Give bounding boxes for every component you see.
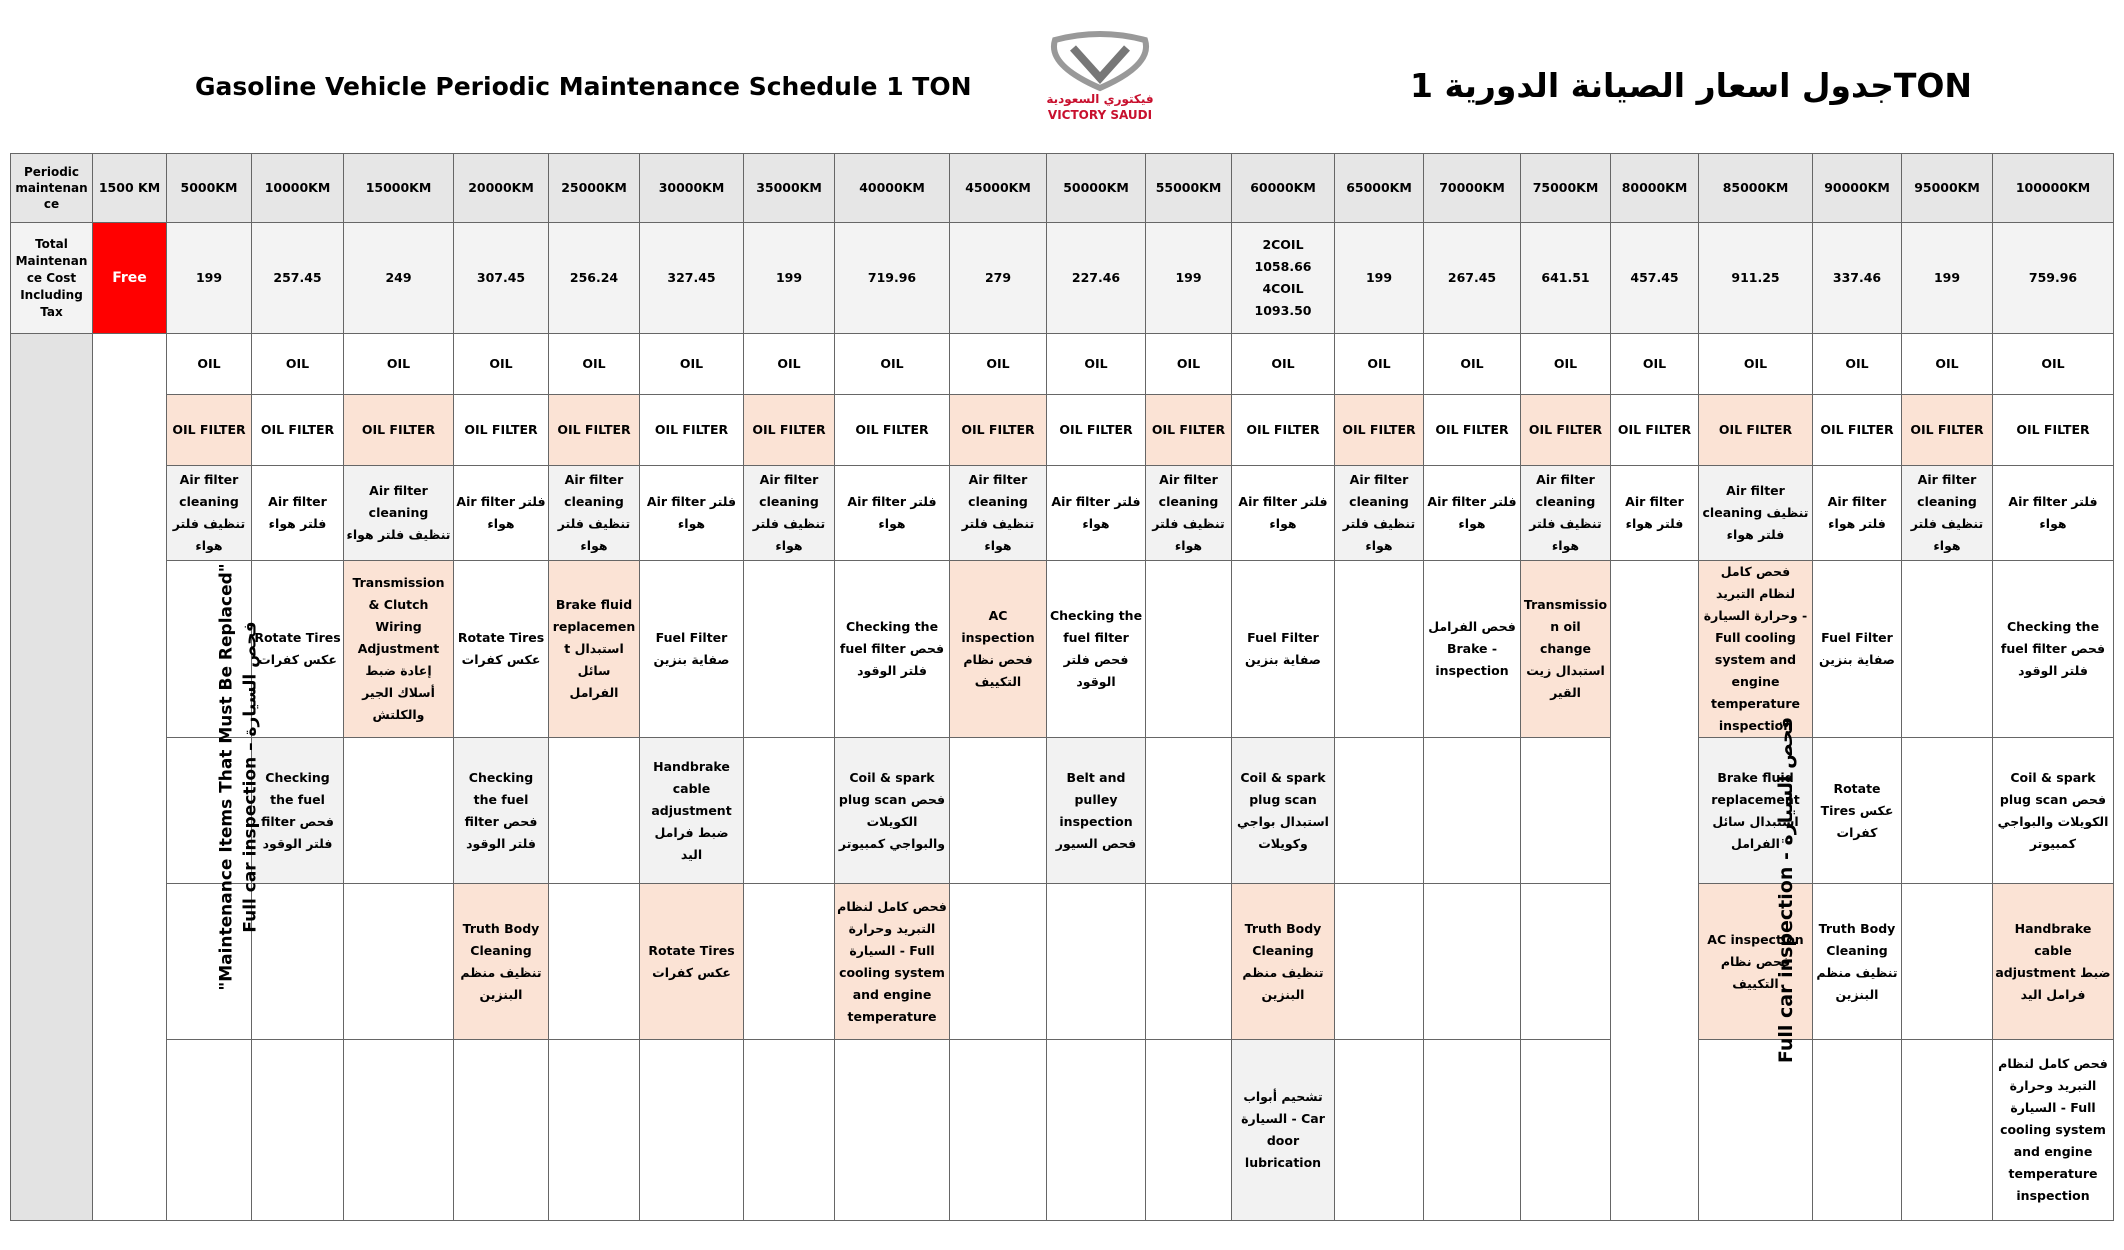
air-filter-cleaning-cell: Air filter cleaning تنظيف فلتر هواء	[344, 466, 454, 561]
empty-cell	[167, 1040, 252, 1221]
service-cell: Coil & spark plug scan فحص الكويلات والبواجي كمبيوتر	[835, 738, 950, 884]
oil-filter-cell: OIL FILTER	[1146, 395, 1232, 466]
oil-cell: OIL	[252, 334, 344, 395]
service-row-5	[11, 738, 2114, 884]
header-row	[11, 154, 2114, 223]
service-cell: Rotate Tires عكس كفرات	[640, 884, 744, 1040]
price-cell: 267.45	[1424, 223, 1521, 334]
logo-arabic-text: فيكتوري السعودية	[1046, 92, 1154, 106]
oil-filter-cell: OIL FILTER	[549, 395, 640, 466]
price-cell: 641.51	[1521, 223, 1611, 334]
service-cell: تشحيم أبواب السيارة - Car door lubrication	[1232, 1040, 1335, 1221]
price-cell: 256.24	[549, 223, 640, 334]
empty-cell	[1424, 884, 1521, 1040]
service-cell: Fuel Filter صفاية بنزين	[1232, 561, 1335, 738]
service-cell: فحص كامل لنظام التبريد وحرارة السيارة - Full cooling system and engine temperature inspection	[1699, 561, 1813, 738]
periodic-maintenance-label: Periodic maintenance	[11, 154, 93, 223]
empty-cell	[1335, 738, 1424, 884]
column-header: 10000KM	[252, 154, 344, 223]
empty-cell	[549, 738, 640, 884]
price-cell: 457.45	[1611, 223, 1699, 334]
price-cell: 199	[1902, 223, 1993, 334]
price-cell: 2COIL 1058.66 4COIL 1093.50	[1232, 223, 1335, 334]
air-filter-cleaning-cell: Air filter cleaning تنظيف فلتر هواء	[744, 466, 835, 561]
full-inspection-label: Full car inspection – فحص السيارة	[240, 620, 261, 933]
service-cell: فحص كامل لنظام التبريد وحرارة السيارة - Full cooling system and engine temperature	[835, 884, 950, 1040]
oil-filter-cell: OIL FILTER	[1699, 395, 1813, 466]
oil-row	[11, 334, 2114, 395]
oil-cell: OIL	[744, 334, 835, 395]
empty-cell	[252, 1040, 344, 1221]
oil-cell: OIL	[1424, 334, 1521, 395]
service-cell: Transmission & Clutch Wiring Adjustment إعادة ضبط أسلاك الجير والكلتش	[344, 561, 454, 738]
oil-filter-cell: OIL FILTER	[1232, 395, 1335, 466]
empty-cell	[549, 1040, 640, 1221]
empty-cell	[1813, 1040, 1902, 1221]
oil-filter-row	[11, 395, 2114, 466]
empty-cell	[744, 884, 835, 1040]
price-cell: 759.96	[1993, 223, 2114, 334]
empty-cell	[835, 1040, 950, 1221]
price-cell: 249	[344, 223, 454, 334]
logo-english-text: VICTORY SAUDI	[1047, 108, 1153, 122]
column-header: 25000KM	[549, 154, 640, 223]
price-cell: 327.45	[640, 223, 744, 334]
column-header: 45000KM	[950, 154, 1047, 223]
empty-cell	[1521, 884, 1611, 1040]
oil-cell: OIL	[1993, 334, 2114, 395]
service-cell: AC inspection فحص نظام التكييف	[950, 561, 1047, 738]
empty-cell	[1146, 884, 1232, 1040]
air-filter-cleaning-cell: Air filter cleaning تنظيف فلتر هواء	[1335, 466, 1424, 561]
maintenance-items-label: "Maintenance Items That Must Be Replaced"	[216, 562, 237, 991]
title-english: Gasoline Vehicle Periodic Maintenance Schedule 1 TON	[195, 72, 972, 101]
empty-cell	[1902, 561, 1993, 738]
oil-cell: OIL	[1902, 334, 1993, 395]
empty-cell	[640, 1040, 744, 1221]
free-badge: Free	[93, 223, 167, 334]
air-filter-cell: Air filter فلتر هواء	[1611, 466, 1699, 561]
price-cell: 199	[1146, 223, 1232, 334]
oil-filter-cell: OIL FILTER	[1335, 395, 1424, 466]
service-cell: Truth Body Cleaning تنظيف منظم البنزين	[1813, 884, 1902, 1040]
oil-filter-cell: OIL FILTER	[252, 395, 344, 466]
empty-cell	[950, 884, 1047, 1040]
total-cost-label: Total Maintenance Cost Including Tax	[11, 223, 93, 334]
price-cell: 307.45	[454, 223, 549, 334]
oil-filter-cell: OIL FILTER	[1902, 395, 1993, 466]
price-cell: 911.25	[1699, 223, 1813, 334]
air-filter-cleaning-cell: Air filter cleaning تنظيف فلتر هواء	[549, 466, 640, 561]
service-cell: Handbrake cable adjustment ضبط فرامل اليد	[1993, 884, 2114, 1040]
oil-cell: OIL	[1335, 334, 1424, 395]
service-cell: AC inspection فحص نظام التكييف	[1699, 884, 1813, 1040]
service-cell: Rotate Tires عكس كفرات	[454, 561, 549, 738]
air-filter-cleaning-cell: Air filter cleaning تنظيف فلتر هواء	[950, 466, 1047, 561]
empty-cell	[1047, 1040, 1146, 1221]
empty-cell	[344, 884, 454, 1040]
price-cell: 279	[950, 223, 1047, 334]
empty-cell	[344, 738, 454, 884]
air-filter-cleaning-cell: Air filter cleaning تنظيف فلتر هواء	[1902, 466, 1993, 561]
empty-cell	[1146, 561, 1232, 738]
service-cell: Truth Body Cleaning تنظيف منظم البنزين	[1232, 884, 1335, 1040]
column-header: 65000KM	[1335, 154, 1424, 223]
air-filter-cell: Air filter فلتر هواء	[454, 466, 549, 561]
empty-cell	[950, 1040, 1047, 1221]
column-header: 55000KM	[1146, 154, 1232, 223]
air-filter-cell: Air filter فلتر هواء	[1813, 466, 1902, 561]
victory-saudi-logo	[1035, 30, 1165, 130]
service-cell: Rotate Tires عكس كفرات	[252, 561, 344, 738]
oil-filter-cell: OIL FILTER	[1611, 395, 1699, 466]
air-filter-cleaning-cell: Air filter cleaning تنظيف فلتر هواء	[167, 466, 252, 561]
price-cell: 199	[1335, 223, 1424, 334]
service-cell: Fuel Filter صفاية بنزين	[1813, 561, 1902, 738]
column-header: 20000KM	[454, 154, 549, 223]
service-cell: Rotate Tires عكس كفرات	[1813, 738, 1902, 884]
column-header: 40000KM	[835, 154, 950, 223]
service-cell: Checking the fuel filter فحص فلتر الوقود	[454, 738, 549, 884]
oil-filter-cell: OIL FILTER	[1424, 395, 1521, 466]
service-cell: Truth Body Cleaning تنظيف منظم البنزين	[454, 884, 549, 1040]
price-row	[11, 223, 2114, 334]
empty-cell	[1521, 738, 1611, 884]
empty-cell	[1335, 1040, 1424, 1221]
air-filter-cell: Air filter فلتر هواء	[1232, 466, 1335, 561]
empty-cell	[744, 738, 835, 884]
service-cell: Checking the fuel filter فحص فلتر الوقود	[252, 738, 344, 884]
empty-cell	[1902, 738, 1993, 884]
oil-cell: OIL	[1521, 334, 1611, 395]
oil-filter-cell: OIL FILTER	[640, 395, 744, 466]
empty-cell	[1047, 884, 1146, 1040]
price-cell: 199	[167, 223, 252, 334]
empty-cell	[1521, 1040, 1611, 1221]
empty-cell	[1902, 884, 1993, 1040]
service-cell: Transmission oil change استبدال زيت القير	[1521, 561, 1611, 738]
oil-cell: OIL	[1611, 334, 1699, 395]
column-header: 80000KM	[1611, 154, 1699, 223]
column-header: 1500 KM	[93, 154, 167, 223]
column-header: 70000KM	[1424, 154, 1521, 223]
oil-filter-cell: OIL FILTER	[1047, 395, 1146, 466]
empty-cell	[744, 561, 835, 738]
price-cell: 337.46	[1813, 223, 1902, 334]
column-header: 50000KM	[1047, 154, 1146, 223]
service-cell: Fuel Filter صفاية بنزين	[640, 561, 744, 738]
logo-emblem-icon	[1035, 30, 1165, 92]
oil-cell: OIL	[1047, 334, 1146, 395]
oil-cell: OIL	[1232, 334, 1335, 395]
oil-filter-cell: OIL FILTER	[1993, 395, 2114, 466]
oil-cell: OIL	[640, 334, 744, 395]
price-cell: 257.45	[252, 223, 344, 334]
column-header: 60000KM	[1232, 154, 1335, 223]
service-cell: Belt and pulley inspection فحص السيور	[1047, 738, 1146, 884]
column-header: 100000KM	[1993, 154, 2114, 223]
empty-cell	[744, 1040, 835, 1221]
service-cell: Checking the fuel filter فحص فلتر الوقود	[1047, 561, 1146, 738]
air-filter-cell: Air filter فلتر هواء	[252, 466, 344, 561]
air-filter-cleaning-cell: Air filter cleaning تنظيف فلتر هواء	[1699, 466, 1813, 561]
oil-cell: OIL	[344, 334, 454, 395]
oil-cell: OIL	[950, 334, 1047, 395]
empty-cell	[1146, 1040, 1232, 1221]
empty-cell	[1699, 1040, 1813, 1221]
empty-cell	[1424, 1040, 1521, 1221]
empty-cell	[252, 884, 344, 1040]
oil-cell: OIL	[454, 334, 549, 395]
oil-filter-cell: OIL FILTER	[1521, 395, 1611, 466]
oil-cell: OIL	[1146, 334, 1232, 395]
price-cell: 199	[744, 223, 835, 334]
oil-filter-cell: OIL FILTER	[454, 395, 549, 466]
air-filter-cleaning-cell: Air filter cleaning تنظيف فلتر هواء	[1521, 466, 1611, 561]
column-header: 15000KM	[344, 154, 454, 223]
oil-filter-cell: OIL FILTER	[344, 395, 454, 466]
oil-cell: OIL	[835, 334, 950, 395]
service-cell: Coil & spark plug scan استبدال بواجي وكويلات	[1232, 738, 1335, 884]
empty-cell	[454, 1040, 549, 1221]
full-inspection-label-80000: Full car inspection - فحص السيارة	[1775, 716, 1798, 1063]
oil-cell: OIL	[167, 334, 252, 395]
empty-cell	[1424, 738, 1521, 884]
column-header: 90000KM	[1813, 154, 1902, 223]
page-header	[0, 0, 2124, 155]
oil-filter-cell: OIL FILTER	[950, 395, 1047, 466]
empty-cell	[1146, 738, 1232, 884]
oil-filter-cell: OIL FILTER	[167, 395, 252, 466]
service-row-4	[11, 561, 2114, 738]
oil-cell: OIL	[1813, 334, 1902, 395]
service-row-6	[11, 884, 2114, 1040]
empty-cell	[1335, 884, 1424, 1040]
service-cell: Checking the fuel filter فحص فلتر الوقود	[835, 561, 950, 738]
air-filter-cleaning-cell: Air filter cleaning تنظيف فلتر هواء	[1146, 466, 1232, 561]
oil-filter-cell: OIL FILTER	[1813, 395, 1902, 466]
air-filter-cell: Air filter فلتر هواء	[1993, 466, 2114, 561]
air-filter-cell: Air filter فلتر هواء	[1047, 466, 1146, 561]
oil-filter-cell: OIL FILTER	[744, 395, 835, 466]
service-cell: فحص كامل لنظام التبريد وحرارة السيارة - Full cooling system and engine temperature inspection	[1993, 1040, 2114, 1221]
column-header: 5000KM	[167, 154, 252, 223]
empty-cell	[1902, 1040, 1993, 1221]
price-cell: 227.46	[1047, 223, 1146, 334]
service-cell: فحص الفرامل Brake - inspection	[1424, 561, 1521, 738]
empty-cell	[1335, 561, 1424, 738]
air-filter-row	[11, 466, 2114, 561]
column-header: 35000KM	[744, 154, 835, 223]
empty-cell	[344, 1040, 454, 1221]
maintenance-schedule-table	[10, 153, 2114, 1221]
service-cell: Brake fluid replacement استبدال سائل الفرامل	[549, 561, 640, 738]
service-cell: Handbrake cable adjustment ضبط فرامل اليد	[640, 738, 744, 884]
air-filter-cell: Air filter فلتر هواء	[640, 466, 744, 561]
empty-cell	[549, 884, 640, 1040]
oil-cell: OIL	[549, 334, 640, 395]
column-header: 30000KM	[640, 154, 744, 223]
oil-cell: OIL	[1699, 334, 1813, 395]
oil-filter-cell: OIL FILTER	[835, 395, 950, 466]
column-header: 75000KM	[1521, 154, 1611, 223]
title-arabic: جدول اسعار الصيانة الدورية 1TON	[1410, 66, 1973, 105]
column-header: 85000KM	[1699, 154, 1813, 223]
service-cell: Checking the fuel filter فحص فلتر الوقود	[1993, 561, 2114, 738]
price-cell: 719.96	[835, 223, 950, 334]
air-filter-cell: Air filter فلتر هواء	[1424, 466, 1521, 561]
column-header: 95000KM	[1902, 154, 1993, 223]
service-row-7	[11, 1040, 2114, 1221]
service-cell: Brake fluid replacement استبدال سائل الفرامل	[1699, 738, 1813, 884]
empty-cell	[950, 738, 1047, 884]
air-filter-cell: Air filter فلتر هواء	[835, 466, 950, 561]
service-cell: Coil & spark plug scan فحص الكويلات والبواجي كمبيوتر	[1993, 738, 2114, 884]
